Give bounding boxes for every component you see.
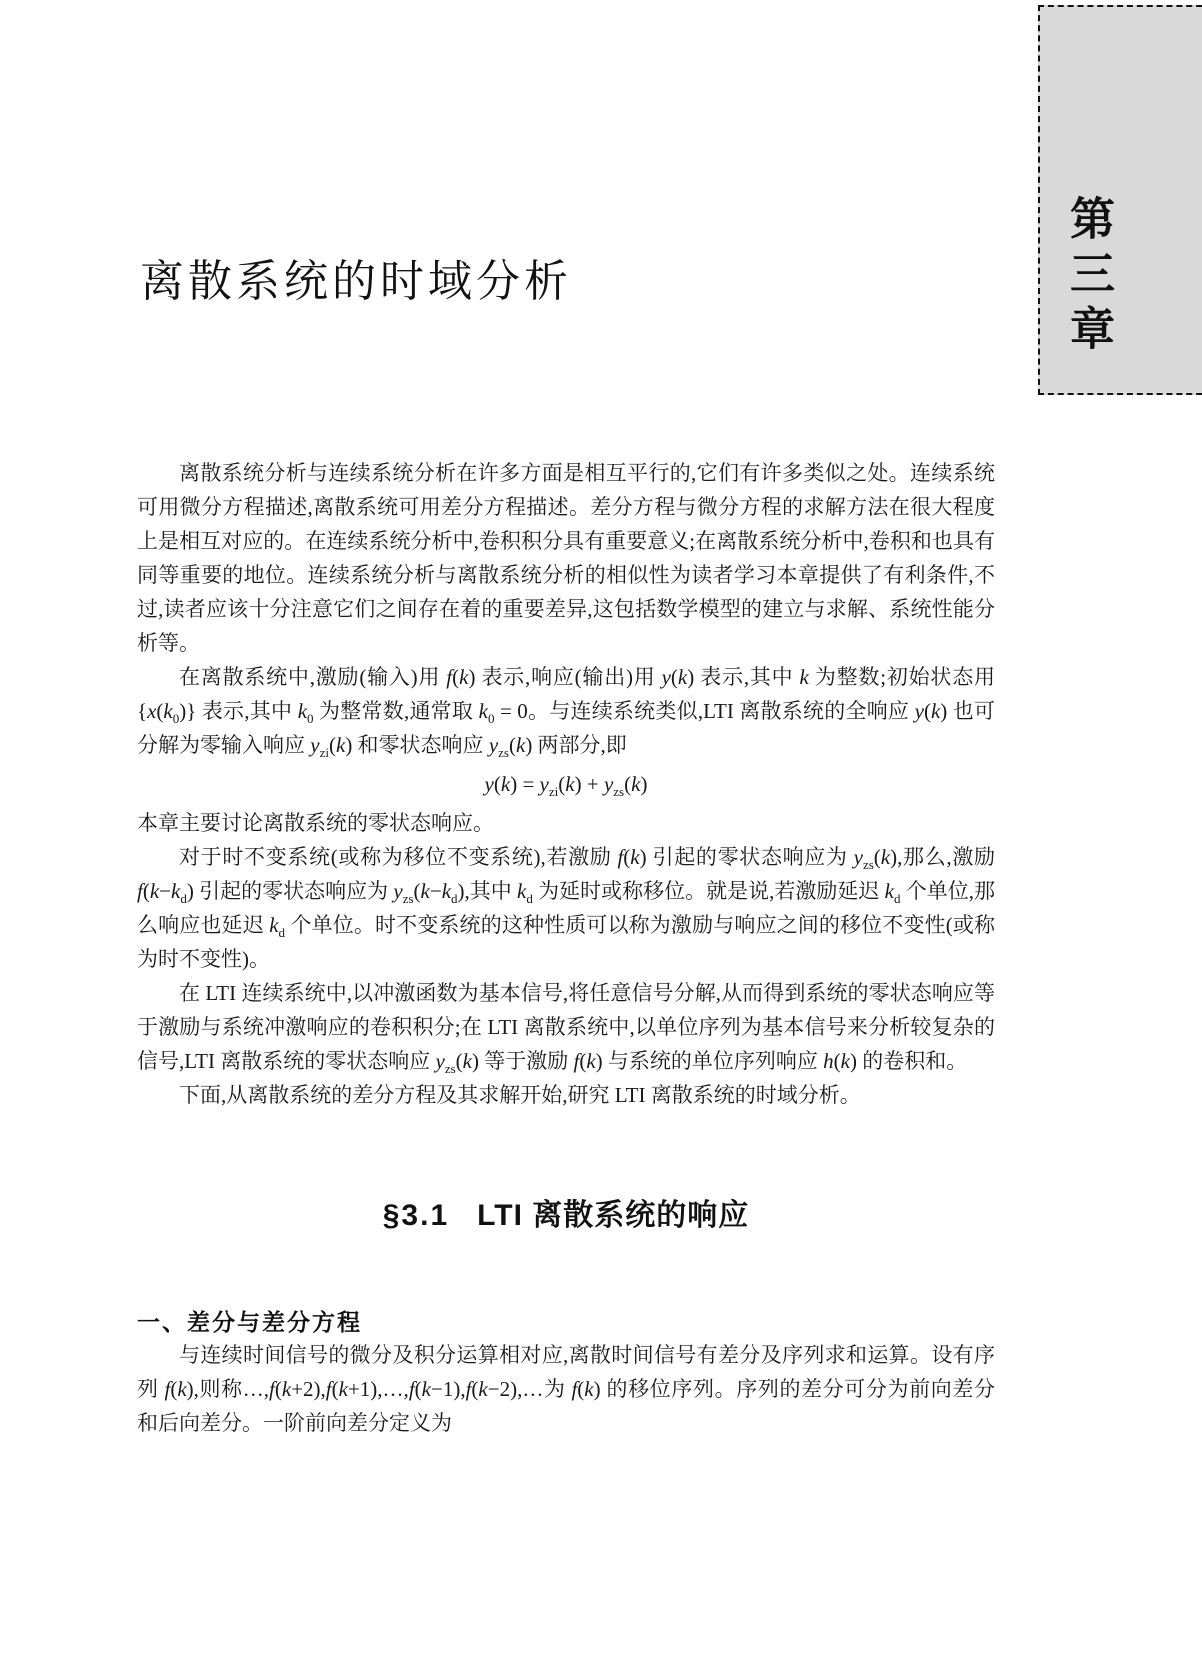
chapter-title: 离散系统的时域分析	[140, 257, 572, 307]
page-body	[137, 456, 995, 1440]
paragraph-intro: 离散系统分析与连续系统分析在许多方面是相互平行的,它们有许多类似之处。连续系统可用微分方程描述,离散系统可用差分方程描述。差分方程与微分方程的求解方法在很大程度上是相互对应的。在连续系统分析中,卷积积分具有重要意义;在离散系统分析中,卷积和也具有同等重要的地位。连续系统分析与离散系统分析的相似性为读者学习本章提供了有利条件,不过,读者应该十分注意它们之间存在着的重要差异,这包括数学模型的建立与求解、系统性能分析等。	[137, 461, 995, 655]
paragraph-difference-intro: 与连续时间信号的微分及积分运算相对应,离散时间信号有差分及序列求和运算。设有序列 f(k),则称…,f(k+2),f(k+1),…,f(k−1),f(k−2),…为 f(k) 的移位序列。序列的差分可分为前向差分和后向差分。一阶前向差分定义为	[137, 1343, 996, 1435]
section-number: §3.1	[382, 1199, 450, 1232]
section-heading	[137, 1196, 995, 1236]
paragraph-lead-in: 下面,从离散系统的差分方程及其求解开始,研究 LTI 离散系统的时域分析。	[179, 1083, 861, 1107]
equation-total-response: $y(k) = y_{zi}(k) + y_{zs}(k)$	[484, 772, 648, 800]
paragraph-lti-convolution: 在 LTI 连续系统中,以冲激函数为基本信号,将任意信号分解,从而得到系统的零状态响应等于激励与系统冲激响应的卷积积分;在 LTI 离散系统中,以单位序列为基本信号来分析较复杂的信号,LTI 离散系统的零状态响应 $y_{zs}(k)$ 等于激励 f(k) 与系统的单位序列响应 h(k) 的卷积和。	[137, 981, 995, 1077]
section-title: LTI 离散系统的响应	[477, 1199, 750, 1232]
paragraph-notation: 在离散系统中,激励(输入)用 f(k) 表示,响应(输出)用 y(k) 表示,其中 k 为整数;初始状态用 $\{x(k_0)\}$ 表示,其中 $k_0$ 为整常数,通常取 $k_0 = 0$。与连续系统类似,LTI 离散系统的全响应 y(k) 也可分解为零输入响应 $y_{zi}(k)$ 和零状态响应 $y_{zs}(k)$ 两部分,即	[137, 665, 996, 761]
paragraph-time-invariance: 对于时不变系统(或称为移位不变系统),若激励 f(k) 引起的零状态响应为 $y_{zs}(k)$,那么,激励 $f(k-k_d)$ 引起的零状态响应为 $y_{zs}(k-k_d)$,其中 $k_d$ 为延时或称移位。就是说,若激励延迟 $k_d$ 个单位,那么响应也延迟 $k_d$ 个单位。时不变系统的这种性质可以称为激励与响应之间的移位不变性(或称为时不变性)。	[137, 845, 996, 971]
chapter-number-label: 第三章	[1063, 195, 1113, 360]
subsection-heading: 一、差分与差分方程	[137, 1309, 362, 1335]
paragraph-notation-continued: 本章主要讨论离散系统的零状态响应。	[137, 811, 494, 835]
chapter-tab	[1038, 5, 1202, 395]
